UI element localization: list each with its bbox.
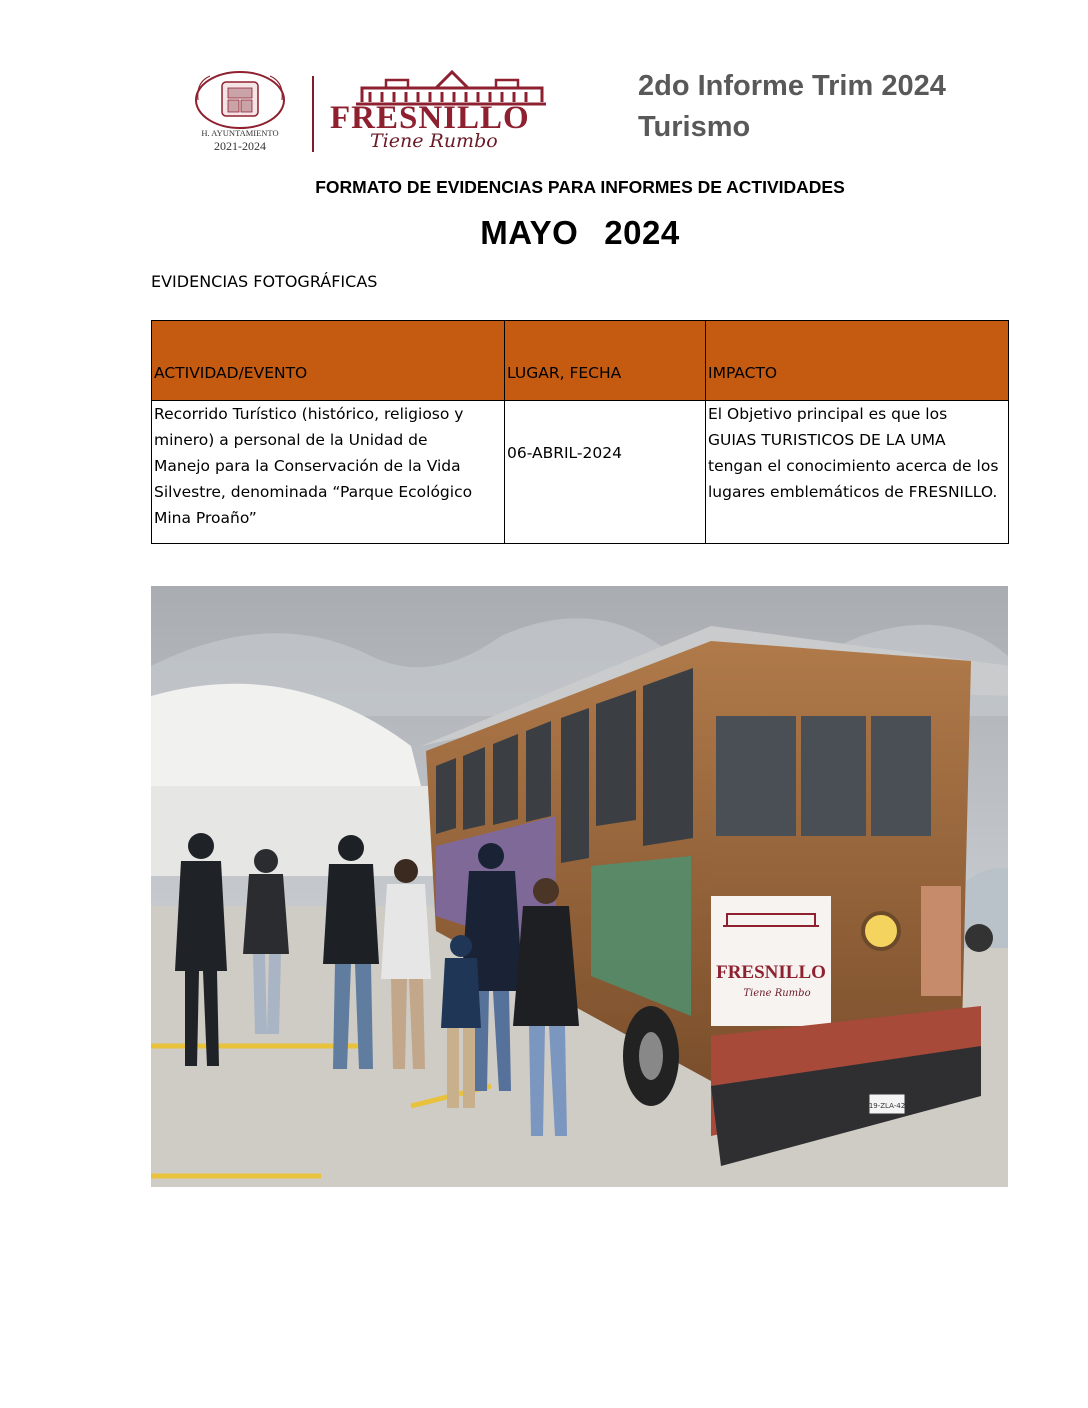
impact-cell bbox=[706, 401, 1009, 544]
seal-years: 2021-2024 bbox=[214, 139, 266, 153]
column-header-place-date: LUGAR, FECHA bbox=[505, 321, 706, 401]
logo-divider bbox=[312, 76, 314, 152]
section-label: EVIDENCIAS FOTOGRÁFICAS bbox=[151, 272, 378, 291]
front-windows bbox=[716, 716, 931, 836]
activity-cell bbox=[152, 401, 505, 544]
report-title-line1: 2do Informe Trim 2024 bbox=[638, 70, 946, 102]
bus-sign bbox=[711, 896, 831, 1026]
fresnillo-brand-logo bbox=[326, 66, 578, 156]
activity-line: Silvestre, denominada “Parque Ecológico bbox=[154, 483, 473, 501]
month-label: MAYO bbox=[480, 214, 579, 251]
activity-line: Mina Proaño” bbox=[154, 509, 257, 527]
impact-line: El Objetivo principal es que los bbox=[708, 405, 948, 423]
bus-clock bbox=[863, 913, 899, 949]
date-cell: 06-ABRIL-2024 bbox=[505, 401, 706, 544]
report-title-line2: Turismo bbox=[638, 111, 751, 143]
column-header-activity: ACTIVIDAD/EVENTO bbox=[152, 321, 505, 401]
activity-line: Manejo para la Conservación de la Vida bbox=[154, 457, 461, 475]
brand-tagline: Tiene Rumbo bbox=[370, 130, 498, 152]
impact-line: tengan el conocimiento acerca de los bbox=[708, 457, 999, 475]
activity-line: minero) a personal de la Unidad de bbox=[154, 431, 428, 449]
impact-line: lugares emblemáticos de FRESNILLO. bbox=[708, 483, 998, 501]
column-header-impact: IMPACTO bbox=[706, 321, 1009, 401]
svg-text:19-ZLA-42: 19-ZLA-42 bbox=[868, 1102, 906, 1110]
activity-line: Recorrido Turístico (histórico, religioso y bbox=[154, 405, 464, 423]
municipal-seal-logo bbox=[188, 70, 292, 156]
month-year-heading bbox=[0, 214, 1088, 252]
format-title: FORMATO DE EVIDENCIAS PARA INFORMES DE ACTIVIDADES bbox=[315, 177, 845, 197]
table-header-row bbox=[152, 321, 1009, 401]
brand-name: FRESNILLO bbox=[330, 100, 530, 136]
year-label: 2024 bbox=[604, 214, 680, 251]
bus-sign-tagline: Tiene Rumbo bbox=[743, 988, 811, 999]
activities-table bbox=[151, 320, 1009, 544]
bus-sign-brand: FRESNILLO bbox=[716, 962, 826, 983]
seal-label: H. AYUNTAMIENTO bbox=[201, 128, 279, 138]
report-title bbox=[638, 66, 946, 148]
evidence-photo bbox=[151, 586, 1008, 1187]
impact-line: GUIAS TURISTICOS DE LA UMA bbox=[708, 431, 946, 449]
table-row bbox=[152, 401, 1009, 544]
